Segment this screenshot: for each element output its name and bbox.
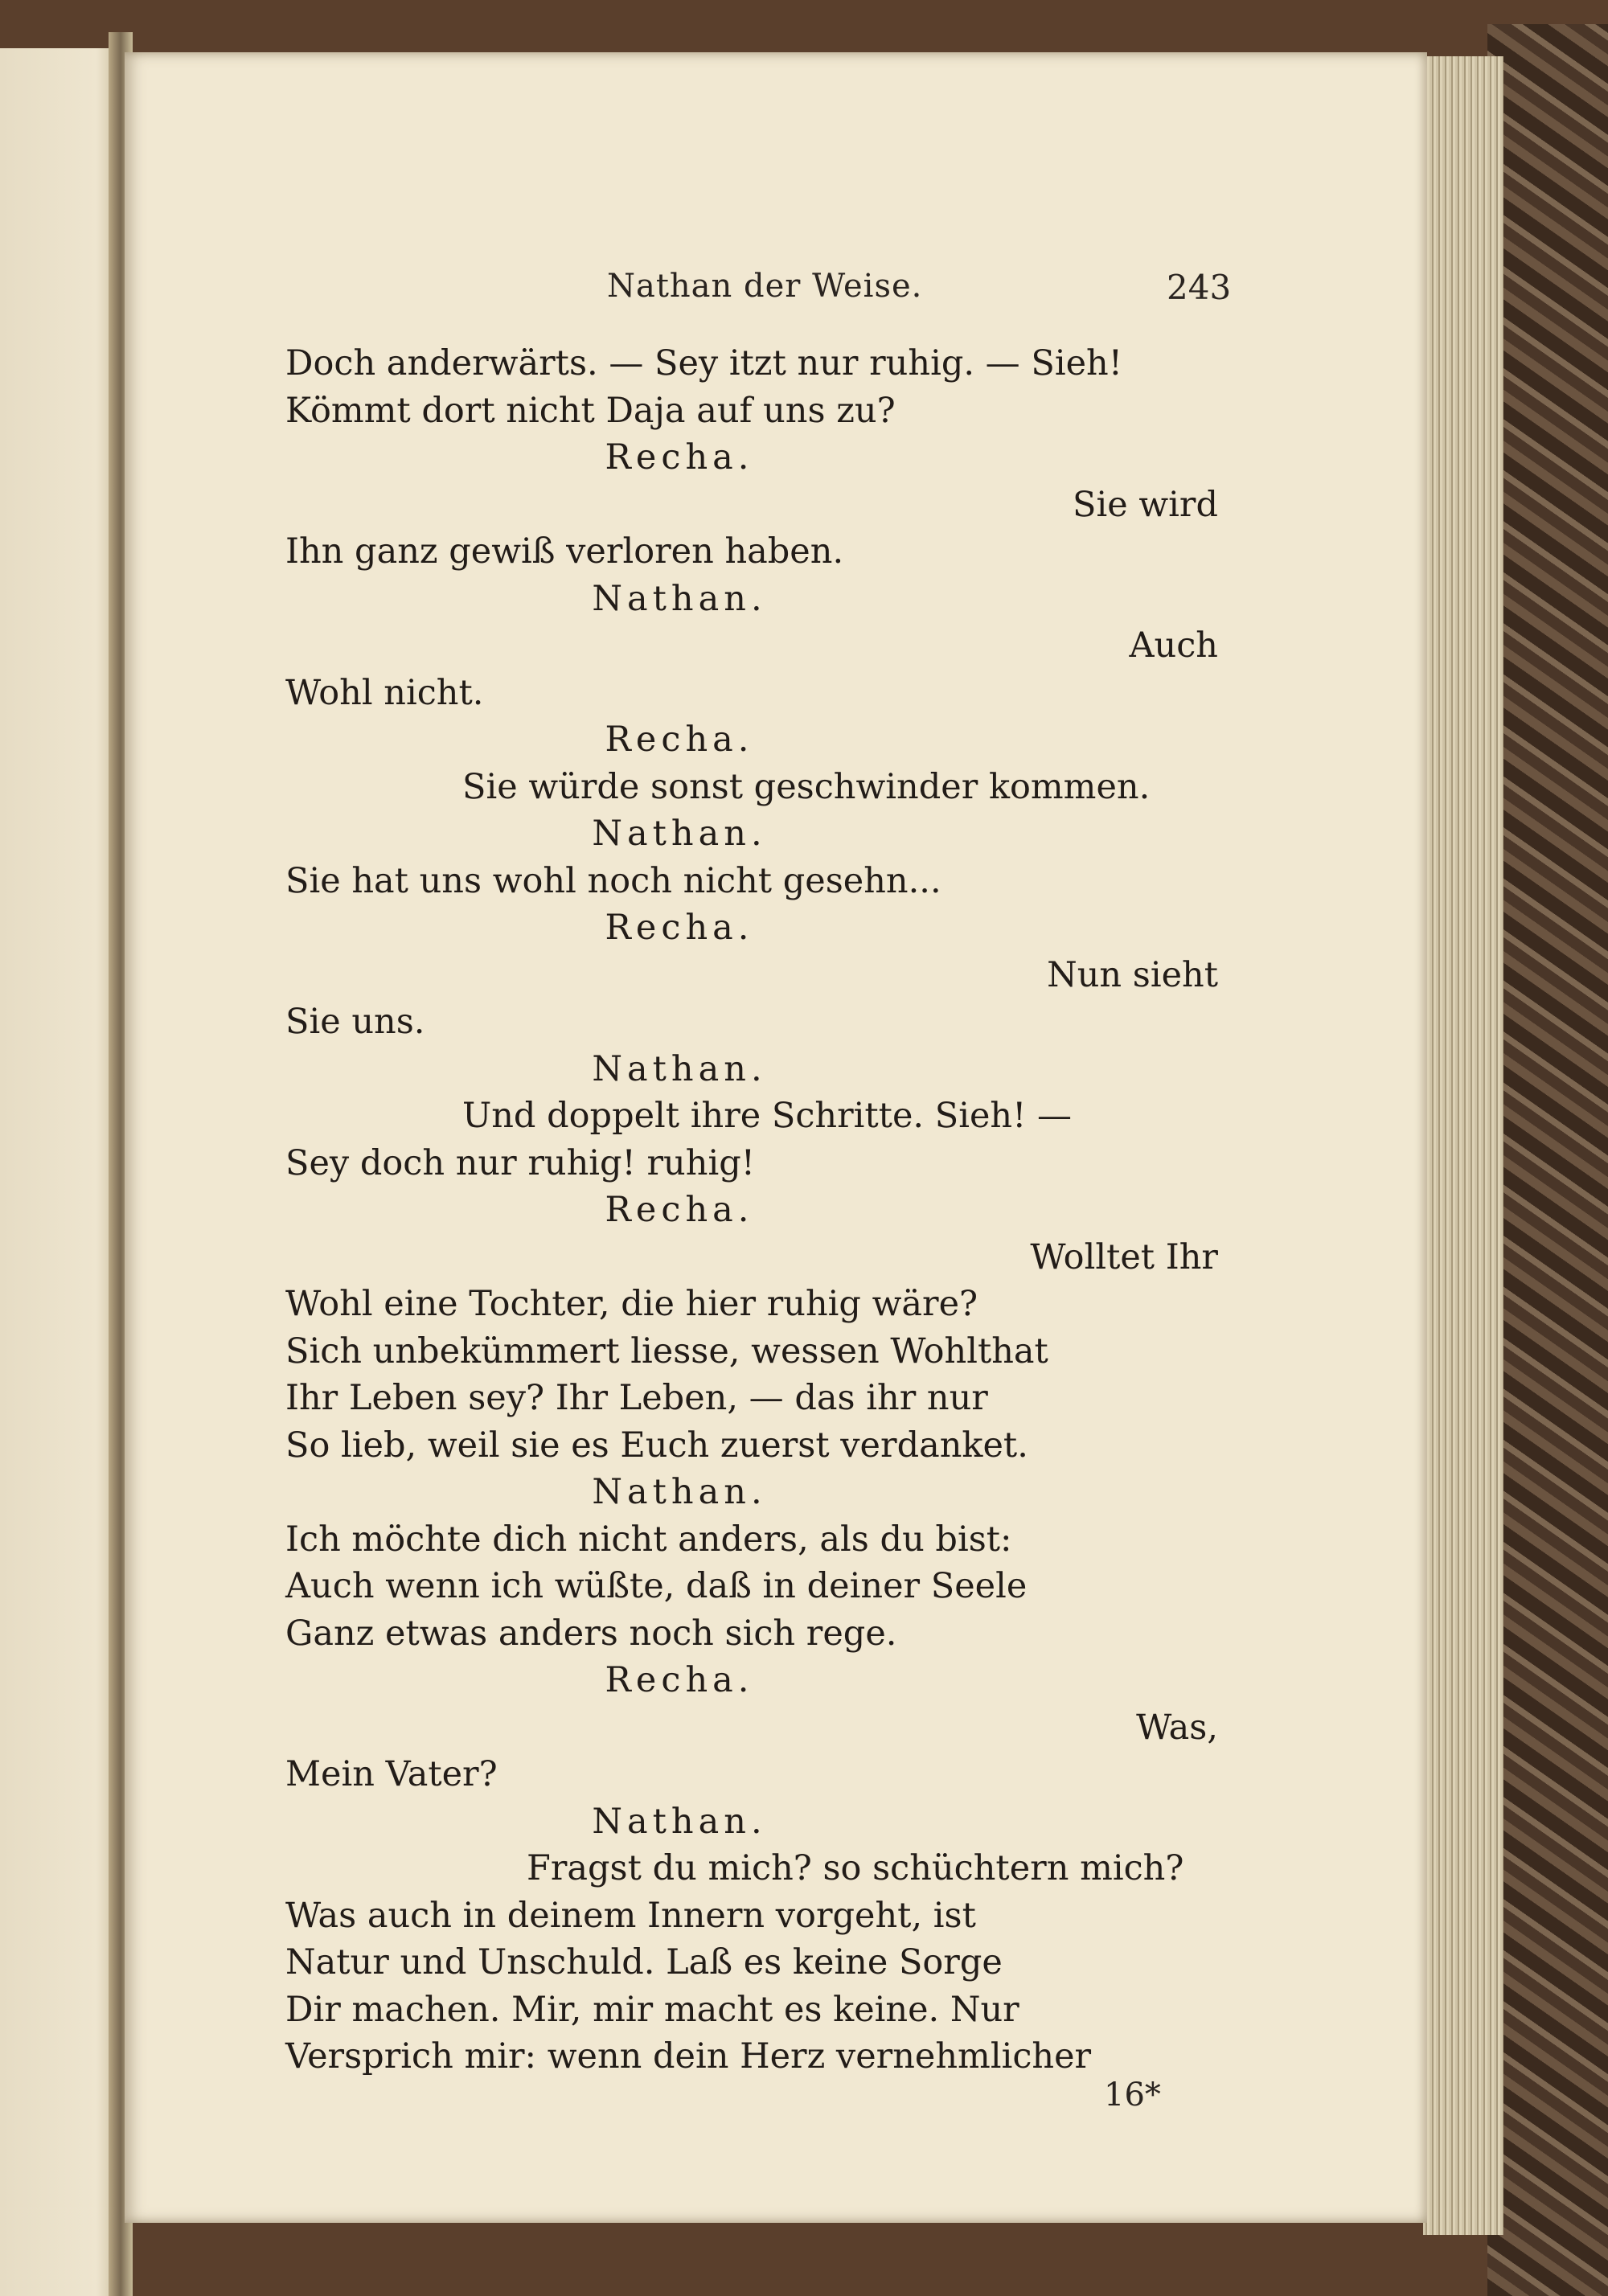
verse-line: Sie würde sonst geschwinder kommen. <box>462 766 1151 807</box>
verse-line: Wolltet Ihr <box>1030 1236 1218 1277</box>
speaker-name: Nathan. <box>592 1472 767 1512</box>
verse-line: Ihn ganz gewiß verloren haben. <box>285 531 844 572</box>
speaker-name: Recha. <box>605 1190 754 1230</box>
speaker-name: Nathan. <box>592 814 767 854</box>
speaker-name: Recha. <box>605 1660 754 1700</box>
left-page-edge <box>0 48 121 2296</box>
speaker-name: Recha. <box>605 908 754 948</box>
verse-line: Sie wird <box>1073 484 1218 525</box>
verse-line: Ihr Leben sey? Ihr Leben, — das ihr nur <box>285 1378 988 1418</box>
verse-line: Nun sieht <box>1047 954 1218 995</box>
verse-line: Natur und Unschuld. Laß es keine Sorge <box>285 1942 1003 1982</box>
verse-line: Was auch in deinem Innern vorgeht, ist <box>285 1895 976 1936</box>
verse-line: Ganz etwas anders noch sich rege. <box>285 1613 897 1654</box>
page-header <box>125 268 1427 316</box>
speaker-name: Nathan. <box>592 578 767 619</box>
verse-line: Doch anderwärts. — Sey itzt nur ruhig. — Sieh! <box>285 343 1122 383</box>
verse-line: So lieb, weil sie es Euch zuerst verdanket. <box>285 1425 1028 1466</box>
verse-line: Kömmt dort nicht Daja auf uns zu? <box>285 390 896 431</box>
verse-line: Was, <box>1136 1707 1218 1748</box>
speaker-name: Recha. <box>605 720 754 760</box>
book-page <box>125 52 1427 2223</box>
signature-mark: 16* <box>1104 2077 1161 2114</box>
verse-line: Dir machen. Mir, mir macht es keine. Nur <box>285 1989 1019 2030</box>
verse-line: Sey doch nur ruhig! ruhig! <box>285 1142 756 1183</box>
speaker-name: Nathan. <box>592 1048 767 1089</box>
verse-line: Sie uns. <box>285 1002 425 1042</box>
verse-line: Und doppelt ihre Schritte. Sieh! — <box>462 1096 1073 1136</box>
verse-line: Sich unbekümmert liesse, wessen Wohlthat <box>285 1330 1048 1371</box>
verse-line: Auch wenn ich wüßte, daß in deiner Seele <box>285 1566 1028 1606</box>
verse-line: Sie hat uns wohl noch nicht gesehn... <box>285 860 941 901</box>
speaker-name: Recha. <box>605 437 754 478</box>
verse-line: Ich möchte dich nicht anders, als du bist: <box>285 1519 1012 1560</box>
verse-line: Wohl eine Tochter, die hier ruhig wäre? <box>285 1284 978 1324</box>
verse-line: Versprich mir: wenn dein Herz vernehmlicher <box>285 2036 1092 2077</box>
verse-line: Auch <box>1129 625 1218 666</box>
verse-line: Fragst du mich? so schüchtern mich? <box>527 1848 1184 1888</box>
verse-line: Mein Vater? <box>285 1754 498 1794</box>
text-block <box>285 340 1218 2081</box>
speaker-name: Nathan. <box>592 1801 767 1842</box>
verse-line: Wohl nicht. <box>285 672 484 713</box>
page-number: 243 <box>1167 268 1232 307</box>
running-head: Nathan der Weise. <box>607 268 923 305</box>
page-edges <box>1423 56 1503 2235</box>
marbled-cover <box>1487 24 1608 2296</box>
